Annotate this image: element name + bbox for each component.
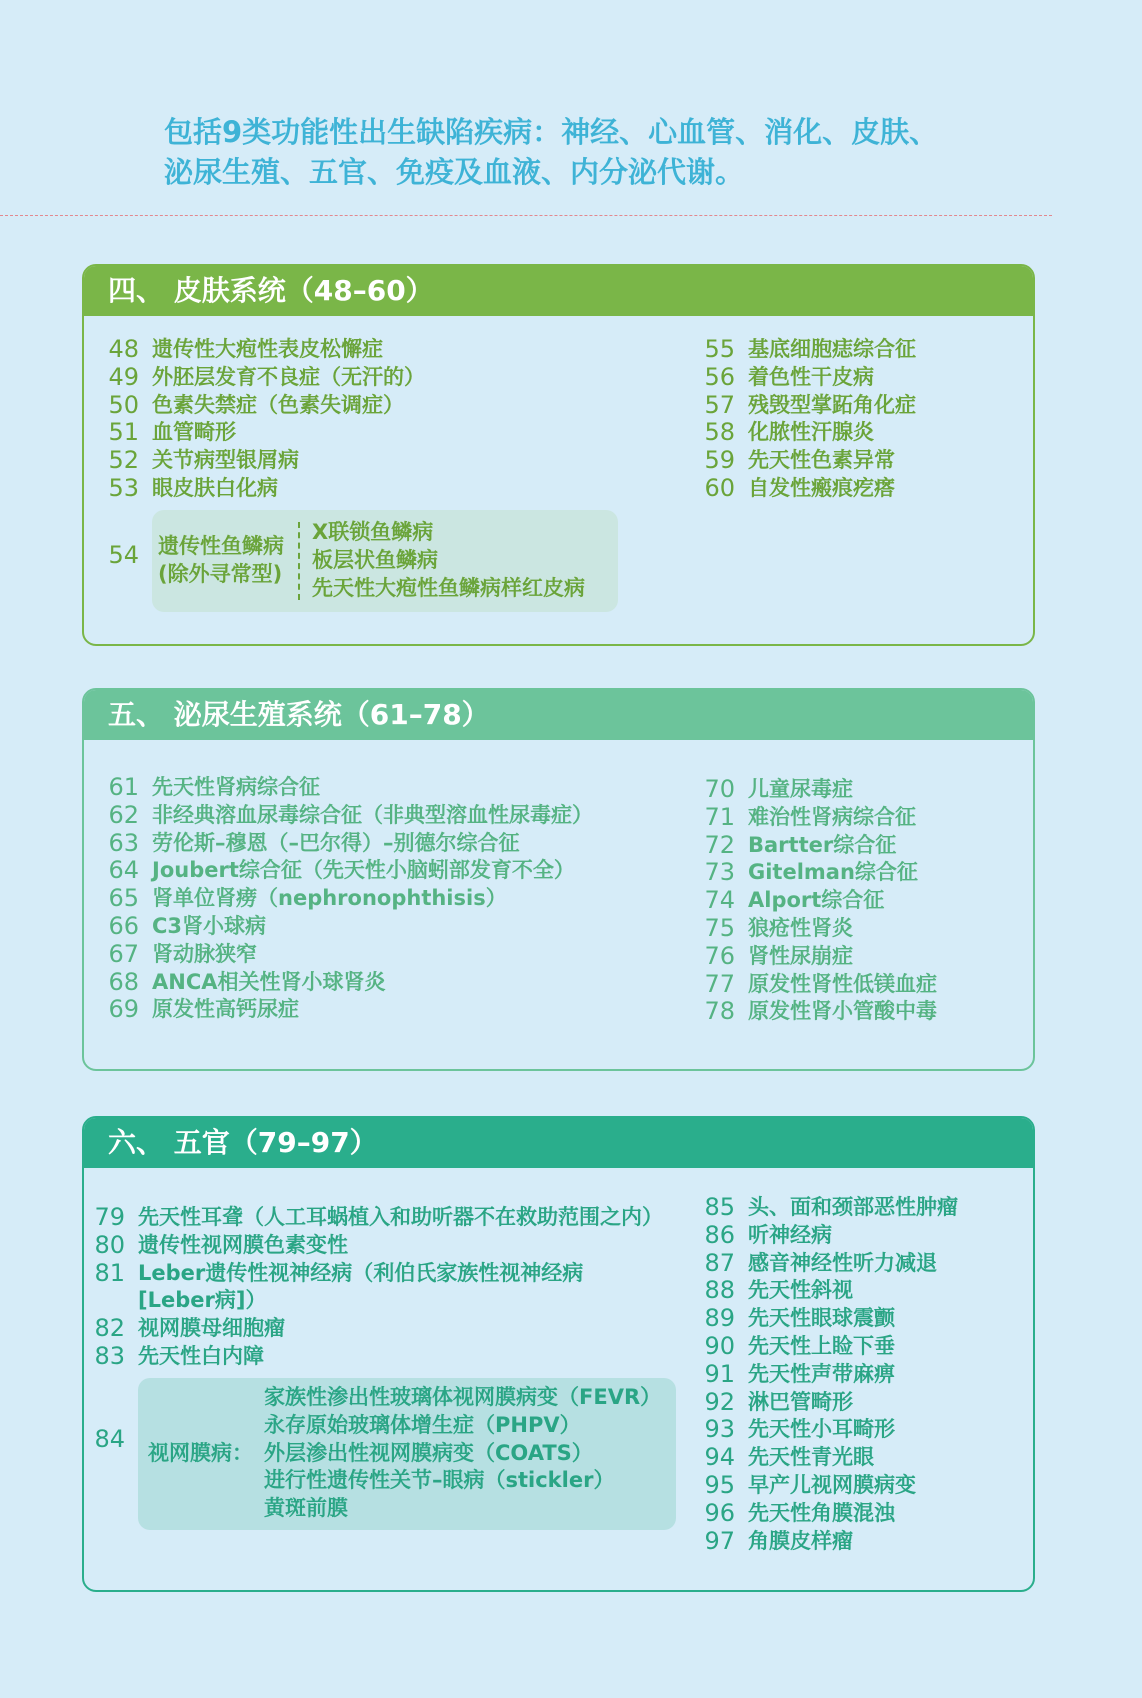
item-number: 82 bbox=[94, 1314, 125, 1343]
section-facial-features bbox=[82, 1116, 1035, 1592]
item-text: 化脓性汗腺炎 bbox=[748, 420, 874, 445]
item-text: 自发性瘢痕疙瘩 bbox=[748, 475, 895, 500]
item-number: 76 bbox=[704, 941, 735, 970]
list-item bbox=[692, 447, 916, 475]
item-number: 68 bbox=[108, 967, 139, 996]
list-item bbox=[96, 774, 593, 802]
item-text: Bartter综合征 bbox=[748, 832, 897, 857]
item-number: 92 bbox=[704, 1387, 735, 1416]
item-number: 94 bbox=[704, 1443, 735, 1472]
item-number: 54 bbox=[108, 541, 139, 569]
item-text: 残毁型掌跖角化症 bbox=[748, 392, 916, 417]
item-text: 基底细胞痣综合征 bbox=[748, 337, 916, 361]
list-item bbox=[96, 336, 425, 364]
item-number: 81 bbox=[94, 1258, 125, 1287]
list-item bbox=[692, 1194, 958, 1222]
item-text: 原发性肾性低镁血症 bbox=[748, 971, 937, 996]
item-number: 78 bbox=[704, 997, 735, 1026]
list-item bbox=[692, 1305, 958, 1333]
item-number: 77 bbox=[704, 969, 735, 998]
item-number: 65 bbox=[108, 884, 139, 913]
group-item: 先天性大疱性鱼鳞病样红皮病 bbox=[312, 575, 585, 600]
item-text: 头、面和颈部恶性肿瘤 bbox=[748, 1195, 958, 1219]
item-text: 先天性肾病综合征 bbox=[152, 775, 320, 799]
item-text: 原发性肾小管酸中毒 bbox=[748, 999, 937, 1024]
list-item bbox=[82, 1343, 663, 1371]
list-item bbox=[692, 887, 937, 915]
item-number: 59 bbox=[704, 446, 735, 475]
list-item bbox=[96, 364, 425, 392]
item-text: 狼疮性肾炎 bbox=[748, 915, 853, 940]
list-item bbox=[692, 1528, 958, 1556]
list-item bbox=[96, 392, 425, 420]
item-number: 62 bbox=[108, 800, 139, 829]
item-text: ANCA相关性肾小球肾炎 bbox=[152, 969, 386, 994]
list-item bbox=[96, 830, 593, 858]
list-item bbox=[692, 1444, 958, 1472]
item-text: 先天性小耳畸形 bbox=[748, 1417, 895, 1442]
item-text: Leber遗传性视神经病（利伯氏家族性视神经病 bbox=[138, 1260, 584, 1285]
item-text: Joubert综合征（先天性小脑蚓部发育不全） bbox=[152, 858, 575, 883]
item-text: 肾性尿崩症 bbox=[748, 943, 853, 968]
item-text: 角膜皮样瘤 bbox=[748, 1528, 853, 1553]
list-item bbox=[96, 419, 425, 447]
item-number: 49 bbox=[108, 362, 139, 391]
item-number: 57 bbox=[704, 390, 735, 419]
list-item bbox=[96, 941, 593, 969]
group-label bbox=[158, 533, 284, 589]
list-item bbox=[692, 1277, 958, 1305]
group-number bbox=[82, 1426, 138, 1455]
item-text: 先天性青光眼 bbox=[748, 1445, 874, 1470]
list-item bbox=[692, 943, 937, 971]
section-urogenital bbox=[82, 688, 1035, 1071]
right-list bbox=[692, 776, 937, 1026]
group-item: 家族性渗出性玻璃体视网膜病变（FEVR） bbox=[264, 1385, 662, 1409]
item-text: 着色性干皮病 bbox=[748, 364, 874, 389]
item-text: 听神经病 bbox=[748, 1222, 832, 1247]
right-list bbox=[692, 336, 916, 503]
list-item bbox=[82, 1287, 663, 1315]
item-text: 视网膜母细胞瘤 bbox=[138, 1316, 285, 1341]
item-number: 61 bbox=[108, 773, 139, 801]
item-text: 儿童尿毒症 bbox=[748, 777, 853, 801]
list-item bbox=[692, 1333, 958, 1361]
list-item bbox=[692, 475, 916, 503]
item-text: 非经典溶血尿毒综合征（非典型溶血性尿毒症） bbox=[152, 802, 593, 827]
dashed-divider bbox=[0, 215, 1052, 216]
item-number: 60 bbox=[704, 473, 735, 502]
list-item bbox=[692, 776, 937, 804]
group-number bbox=[96, 542, 152, 571]
left-list bbox=[96, 774, 593, 1024]
item-number: 96 bbox=[704, 1498, 735, 1527]
list-item bbox=[692, 392, 916, 420]
item-text: 肾动脉狭窄 bbox=[152, 941, 257, 966]
item-number: 86 bbox=[704, 1220, 735, 1249]
group-item: X联锁鱼鳞病 bbox=[312, 520, 434, 545]
item-text: 肾单位肾痨（nephronophthisis） bbox=[152, 886, 507, 911]
item-text: 劳伦斯–穆恩（–巴尔得）–别德尔综合征 bbox=[152, 830, 520, 855]
right-list bbox=[692, 1194, 958, 1555]
list-item bbox=[692, 859, 937, 887]
group-label-line-2: (除外寻常型) bbox=[158, 562, 283, 586]
item-number: 58 bbox=[704, 418, 735, 447]
item-text: Gitelman综合征 bbox=[748, 860, 918, 885]
item-text: 先天性斜视 bbox=[748, 1278, 853, 1303]
list-item bbox=[692, 915, 937, 943]
item-text: 先天性色素异常 bbox=[748, 448, 895, 473]
item-number: 71 bbox=[704, 802, 735, 831]
item-number bbox=[82, 1287, 138, 1315]
list-item bbox=[692, 1500, 958, 1528]
list-item bbox=[96, 969, 593, 997]
item-number: 63 bbox=[108, 828, 139, 857]
left-list bbox=[82, 1204, 663, 1371]
list-item bbox=[692, 1416, 958, 1444]
item-number: 52 bbox=[108, 446, 139, 475]
item-number: 70 bbox=[704, 775, 735, 803]
item-number: 88 bbox=[704, 1276, 735, 1305]
group-item: 外层渗出性视网膜病变（COATS） bbox=[264, 1440, 593, 1465]
list-item bbox=[692, 1472, 958, 1500]
intro-line-1: 包括9类功能性出生缺陷疾病：神经、心血管、消化、皮肤、 bbox=[164, 115, 939, 149]
item-text: 先天性声带麻痹 bbox=[748, 1361, 895, 1386]
item-text: 先天性上睑下垂 bbox=[748, 1333, 895, 1358]
group-content bbox=[148, 1384, 661, 1523]
item-number: 90 bbox=[704, 1331, 735, 1360]
list-item bbox=[96, 447, 425, 475]
item-text: 淋巴管畸形 bbox=[748, 1389, 853, 1414]
section-title: 六、 五官（79–97） bbox=[84, 1118, 1033, 1168]
item-number: 67 bbox=[108, 939, 139, 968]
intro-text bbox=[164, 112, 1064, 192]
item-number: 72 bbox=[704, 830, 735, 859]
item-number: 97 bbox=[704, 1526, 735, 1555]
item-number: 93 bbox=[704, 1415, 735, 1444]
item-text: 血管畸形 bbox=[152, 420, 236, 445]
item-text: 外胚层发育不良症（无汗的） bbox=[152, 364, 425, 389]
item-text: 遗传性视网膜色素变性 bbox=[138, 1232, 348, 1257]
item-number: 64 bbox=[108, 856, 139, 885]
left-list bbox=[96, 336, 425, 503]
item-text: 关节病型银屑病 bbox=[152, 448, 299, 473]
group-item: 板层状鱼鳞病 bbox=[312, 548, 438, 573]
list-item bbox=[96, 996, 593, 1024]
item-text: Alport综合征 bbox=[748, 888, 885, 913]
item-number: 66 bbox=[108, 911, 139, 940]
section-title: 四、 皮肤系统（48–60） bbox=[84, 266, 1033, 316]
item-number: 74 bbox=[704, 886, 735, 915]
group-separator bbox=[298, 522, 300, 600]
list-item bbox=[692, 971, 937, 999]
item-number: 83 bbox=[94, 1341, 125, 1370]
list-item bbox=[692, 1361, 958, 1389]
group-label: 视网膜病： bbox=[148, 1440, 253, 1465]
item-text: 早产儿视网膜病变 bbox=[748, 1472, 916, 1497]
item-number: 48 bbox=[108, 335, 139, 363]
list-item bbox=[692, 832, 937, 860]
item-number: 95 bbox=[704, 1470, 735, 1499]
item-text: 色素失禁症（色素失调症） bbox=[152, 392, 404, 417]
list-item bbox=[692, 1389, 958, 1417]
group-items bbox=[264, 1384, 661, 1523]
list-item bbox=[692, 804, 937, 832]
item-number: 56 bbox=[704, 362, 735, 391]
group-item: 黄斑前膜 bbox=[264, 1496, 348, 1521]
item-number: 50 bbox=[108, 390, 139, 419]
list-item bbox=[96, 475, 425, 503]
group-content bbox=[158, 518, 585, 604]
item-number: 85 bbox=[704, 1193, 735, 1221]
item-text: 先天性耳聋（人工耳蜗植入和助听器不在救助范围之内） bbox=[138, 1205, 663, 1229]
section-title: 五、 泌尿生殖系统（61–78） bbox=[84, 690, 1033, 740]
list-item bbox=[692, 336, 916, 364]
item-number: 51 bbox=[108, 418, 139, 447]
list-item bbox=[96, 857, 593, 885]
item-text: 原发性高钙尿症 bbox=[152, 997, 299, 1022]
item-number: 75 bbox=[704, 913, 735, 942]
item-number: 55 bbox=[704, 335, 735, 363]
item-text: 先天性眼球震颤 bbox=[748, 1306, 895, 1331]
list-item bbox=[82, 1315, 663, 1343]
intro-line-2: 泌尿生殖、五官、免疫及血液、内分泌代谢。 bbox=[164, 155, 745, 189]
list-item bbox=[82, 1232, 663, 1260]
group-item: 永存原始玻璃体增生症（PHPV） bbox=[264, 1412, 581, 1437]
item-number: 91 bbox=[704, 1359, 735, 1388]
list-item bbox=[96, 913, 593, 941]
list-item bbox=[96, 802, 593, 830]
section-skin bbox=[82, 264, 1035, 646]
item-text: 先天性角膜混浊 bbox=[748, 1500, 895, 1525]
list-item bbox=[692, 1250, 958, 1278]
group-items bbox=[312, 519, 585, 602]
item-number: 84 bbox=[94, 1425, 125, 1453]
group-label-line-1: 遗传性鱼鳞病 bbox=[158, 534, 284, 559]
item-text: 难治性肾病综合征 bbox=[748, 804, 916, 829]
item-text: 遗传性大疱性表皮松懈症 bbox=[152, 337, 383, 361]
item-text: C3肾小球病 bbox=[152, 913, 267, 938]
item-text: 感音神经性听力减退 bbox=[748, 1250, 937, 1275]
list-item bbox=[96, 885, 593, 913]
item-text: 先天性白内障 bbox=[138, 1343, 264, 1368]
item-number: 87 bbox=[704, 1248, 735, 1277]
list-item bbox=[692, 364, 916, 392]
list-item bbox=[692, 419, 916, 447]
item-number: 79 bbox=[94, 1203, 125, 1231]
item-number: 73 bbox=[704, 858, 735, 887]
group-item: 进行性遗传性关节–眼病（stickler） bbox=[264, 1468, 615, 1493]
list-item bbox=[82, 1260, 663, 1288]
item-number: 53 bbox=[108, 473, 139, 502]
item-number: 89 bbox=[704, 1304, 735, 1333]
list-item bbox=[692, 998, 937, 1026]
list-item bbox=[692, 1222, 958, 1250]
item-text: [Leber病]） bbox=[138, 1288, 267, 1313]
item-number: 80 bbox=[94, 1230, 125, 1259]
list-item bbox=[82, 1204, 663, 1232]
item-text: 眼皮肤白化病 bbox=[152, 475, 278, 500]
item-number: 69 bbox=[108, 995, 139, 1024]
